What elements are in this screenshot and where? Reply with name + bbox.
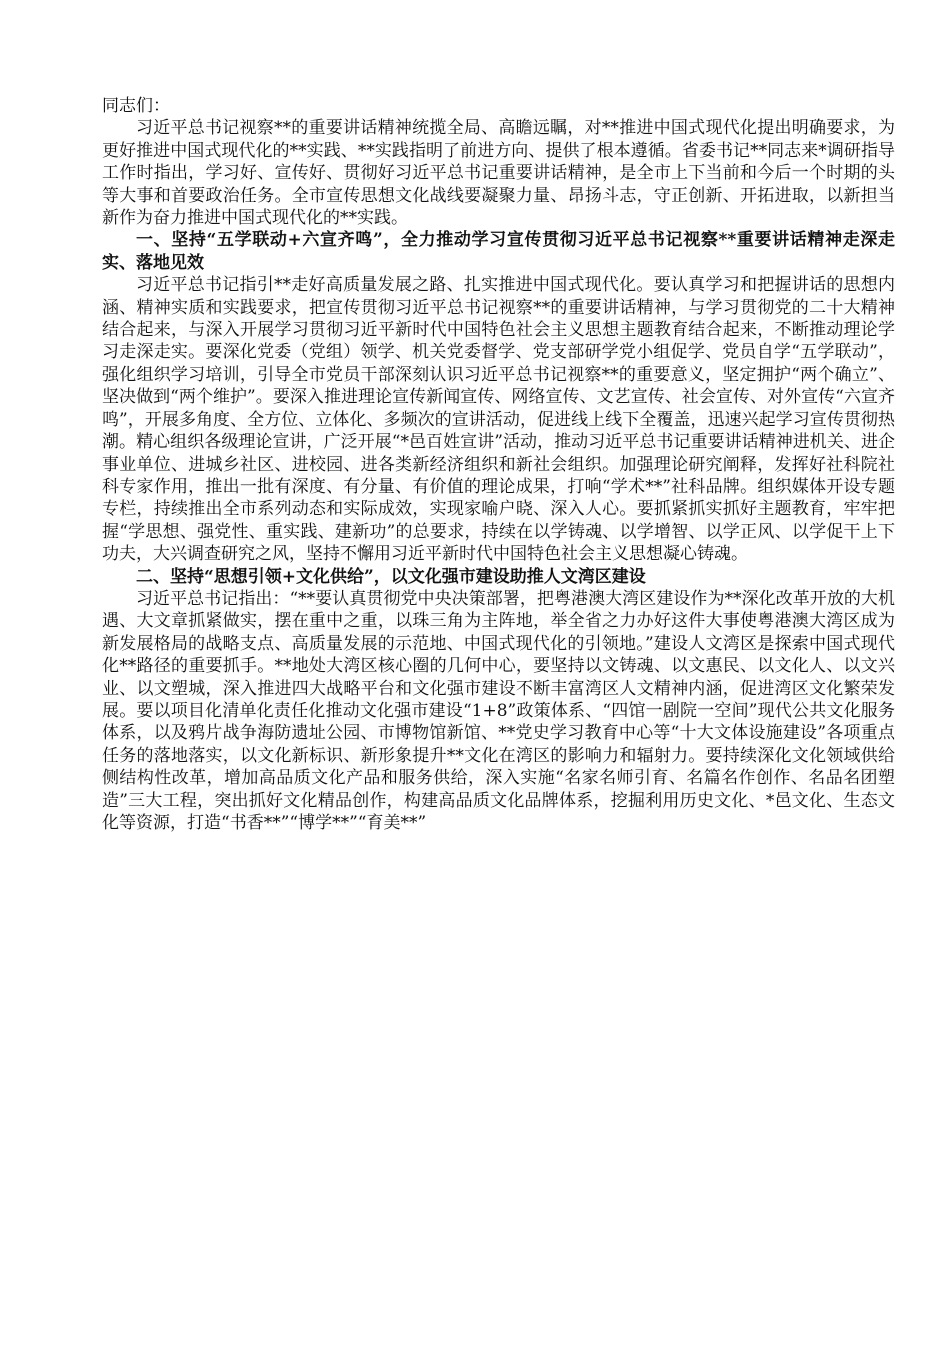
section-1-body: 习近平总书记指引**走好高质量发展之路、扎实推进中国式现代化。要认真学习和把握讲话的思想内涵、精神实质和实践要求，把宣传贯彻习近平总书记视察**的重要讲话精神，与学习贯彻党的二十大精神结合起来，与深入开展学习贯彻习近平新时代中国特色社会主义思想主题教育结合起来，不断推动理论学习走深走实。要深化党委（党组）领学、机关党委督学、党支部研学党小组促学、党员自学“五学联动”，强化组织学习培训，引导全市党员干部深刻认识习近平总书记视察**的重要意义，坚定拥护“两个确立”、坚决做到“两个维护”。要深入推进理论宣传新闻宣传、网络宣传、文艺宣传、社会宣传、对外宣传“六宣齐鸣”，开展多角度、全方位、立体化、多频次的宣讲活动，促进线上线下全覆盖，迅速兴起学习宣传贯彻热潮。精心组织各级理论宣讲，广泛开展“*邑百姓宣讲”活动，推动习近平总书记重要讲话精神进机关、进企事业单位、进城乡社区、进校园、进各类新经济组织和新社会组织。加强理论研究阐释，发挥好社科院社科专家作用，推出一批有深度、有分量、有价值的理论成果，打响“学术**”社科品牌。组织媒体开设专题专栏，持续推出全市系列动态和实际成效，实现家喻户晓、深入人心。要抓紧抓实抓好主题教育，牢牢把握“学思想、强党性、重实践、建新功”的总要求，持续在以学铸魂、以学增智、以学正风、以学促干上下功夫，大兴调查研究之风，坚持不懈用习近平新时代中国特色社会主义思想凝心铸魂。	[102, 275, 895, 565]
salutation: 同志们：	[102, 96, 170, 116]
section-2-heading: 二、坚持“思想引领+文化供给”，以文化强市建设助推人文湾区建设	[136, 566, 646, 587]
intro-paragraph: 习近平总书记视察**的重要讲话精神统揽全局、高瞻远瞩，对**推进中国式现代化提出明确要求，为更好推进中国式现代化的**实践、**实践指明了前进方向、提供了根本遵循。省委书记**同志来*调研指导工作时指出，学习好、宣传好、贯彻好习近平总书记重要讲话精神，是全市上下当前和今后一个时期的头等大事和首要政治任务。全市宣传思想文化战线要凝聚力量、昂扬斗志，守正创新、开拓进取，以新担当新作为奋力推进中国式现代化的**实践。	[102, 118, 895, 229]
section-2-body: 习近平总书记指出：“**要认真贯彻党中央决策部署，把粤港澳大湾区建设作为**深化改革开放的大机遇、大文章抓紧做实，摆在重中之重，以珠三角为主阵地，举全省之力办好这件大事使粤港澳大湾区成为新发展格局的战略支点、高质量发展的示范地、中国式现代化的引领地。”建设人文湾区是探索中国式现代化**路径的重要抓手。**地处大湾区核心圈的几何中心，要坚持以文铸魂、以文惠民、以文化人、以文兴业、以文塑城，深入推进四大战略平台和文化强市建设不断丰富湾区人文精神内涵，促进湾区文化繁荣发展。要以项目化清单化责任化推动文化强市建设“1+8”政策体系、“四馆一剧院一空间”现代公共文化服务体系，以及鸦片战争海防遗址公园、市博物馆新馆、**党史学习教育中心等“十大文体设施建设”各项重点任务的落地落实，以文化新标识、新形象提升**文化在湾区的影响力和辐射力。要持续深化文化领域供给侧结构性改革，增加高品质文化产品和服务供给，深入实施“名家名师引育、名篇名作创作、名品名团塑造”三大工程，突出抓好文化精品创作，构建高品质文化品牌体系，挖掘利用历史文化、*邑文化、生态文化等资源，打造“书香**”“博学**”“育美**”	[102, 588, 895, 833]
section-1-heading: 一、坚持“五学联动+六宣齐鸣”，全力推动学习宣传贯彻习近平总书记视察**重要讲话精神走深走实、落地见效	[102, 230, 895, 273]
document-body	[102, 95, 895, 834]
